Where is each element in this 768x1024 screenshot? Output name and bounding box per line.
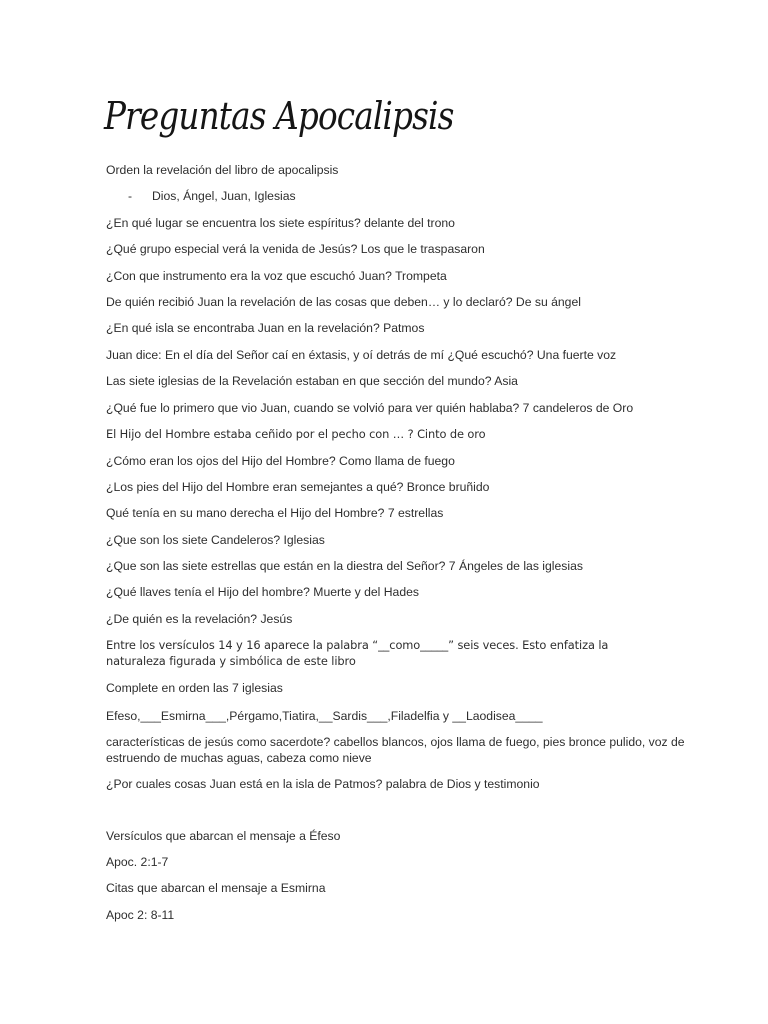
text-line: Efeso,___Esmirna___,Pérgamo,Tiatira,__Sardis___,Filadelfia y __Laodisea____ [106, 709, 543, 723]
text-line: Juan dice: En el día del Señor caí en éxtasis, y oí detrás de mí ¿Qué escuchó? Una fuerte voz [106, 348, 617, 362]
bullet-item [128, 188, 296, 204]
text-line: ¿Qué fue lo primero que vio Juan, cuando se volvió para ver quién hablaba? 7 candeleros de Oro [106, 401, 634, 415]
text-line: ¿Que son los siete Candeleros? Iglesias [106, 533, 325, 547]
text-line: Citas que abarcan el mensaje a Esmirna [106, 881, 326, 895]
text-line: ¿Qué grupo especial verá la venida de Jesús? Los que le traspasaron [106, 242, 485, 256]
text-line: Complete en orden las 7 iglesias [106, 681, 283, 695]
document-title: Preguntas Apocalipsis [104, 94, 454, 138]
text-line: ¿De quién es la revelación? Jesús [106, 612, 293, 626]
bullet-marker: - [128, 189, 133, 203]
text-line: El Hijo del Hombre estaba ceñido por el pecho con … ? Cinto de oro [106, 427, 486, 441]
text-line: ¿Por cuales cosas Juan está en la isla de Patmos? palabra de Dios y testimonio [106, 777, 540, 791]
text-line: Qué tenía en su mano derecha el Hijo del Hombre? 7 estrellas [106, 506, 444, 520]
text-paragraph: características de jesús como sacerdote? cabellos blancos, ojos llama de fuego, pies bronce pulido, voz de estruendo de muchas aguas, cabeza como nieve [106, 735, 685, 765]
text-line: Las siete iglesias de la Revelación estaban en que sección del mundo? Asia [106, 374, 518, 388]
text-line: Apoc 2: 8-11 [106, 908, 175, 922]
text-line: ¿Que son las siete estrellas que están en la diestra del Señor? 7 Ángeles de las iglesias [106, 559, 583, 573]
text-line: Orden la revelación del libro de apocalipsis [106, 163, 339, 177]
text-line: ¿Cómo eran los ojos del Hijo del Hombre? Como llama de fuego [106, 454, 455, 468]
bullet-text: Dios, Ángel, Juan, Iglesias [152, 189, 296, 203]
text-line: ¿Los pies del Hijo del Hombre eran semejantes a qué? Bronce bruñido [106, 480, 490, 494]
text-line: ¿Con que instrumento era la voz que escuchó Juan? Trompeta [106, 269, 447, 283]
text-line: De quién recibió Juan la revelación de las cosas que deben… y lo declaró? De su ángel [106, 295, 581, 309]
text-line: Versículos que abarcan el mensaje a Éfeso [106, 829, 341, 843]
text-line: Apoc. 2:1-7 [106, 855, 169, 869]
text-line: ¿Qué llaves tenía el Hijo del hombre? Muerte y del Hades [106, 585, 419, 599]
text-line: ¿En qué lugar se encuentra los siete espíritus? delante del trono [106, 216, 455, 230]
text-line: ¿En qué isla se encontraba Juan en la revelación? Patmos [106, 321, 425, 335]
text-paragraph: Entre los versículos 14 y 16 aparece la palabra “__como_____” seis veces. Esto enfatiza la naturaleza figurada y simbólica de este libro [106, 638, 609, 668]
